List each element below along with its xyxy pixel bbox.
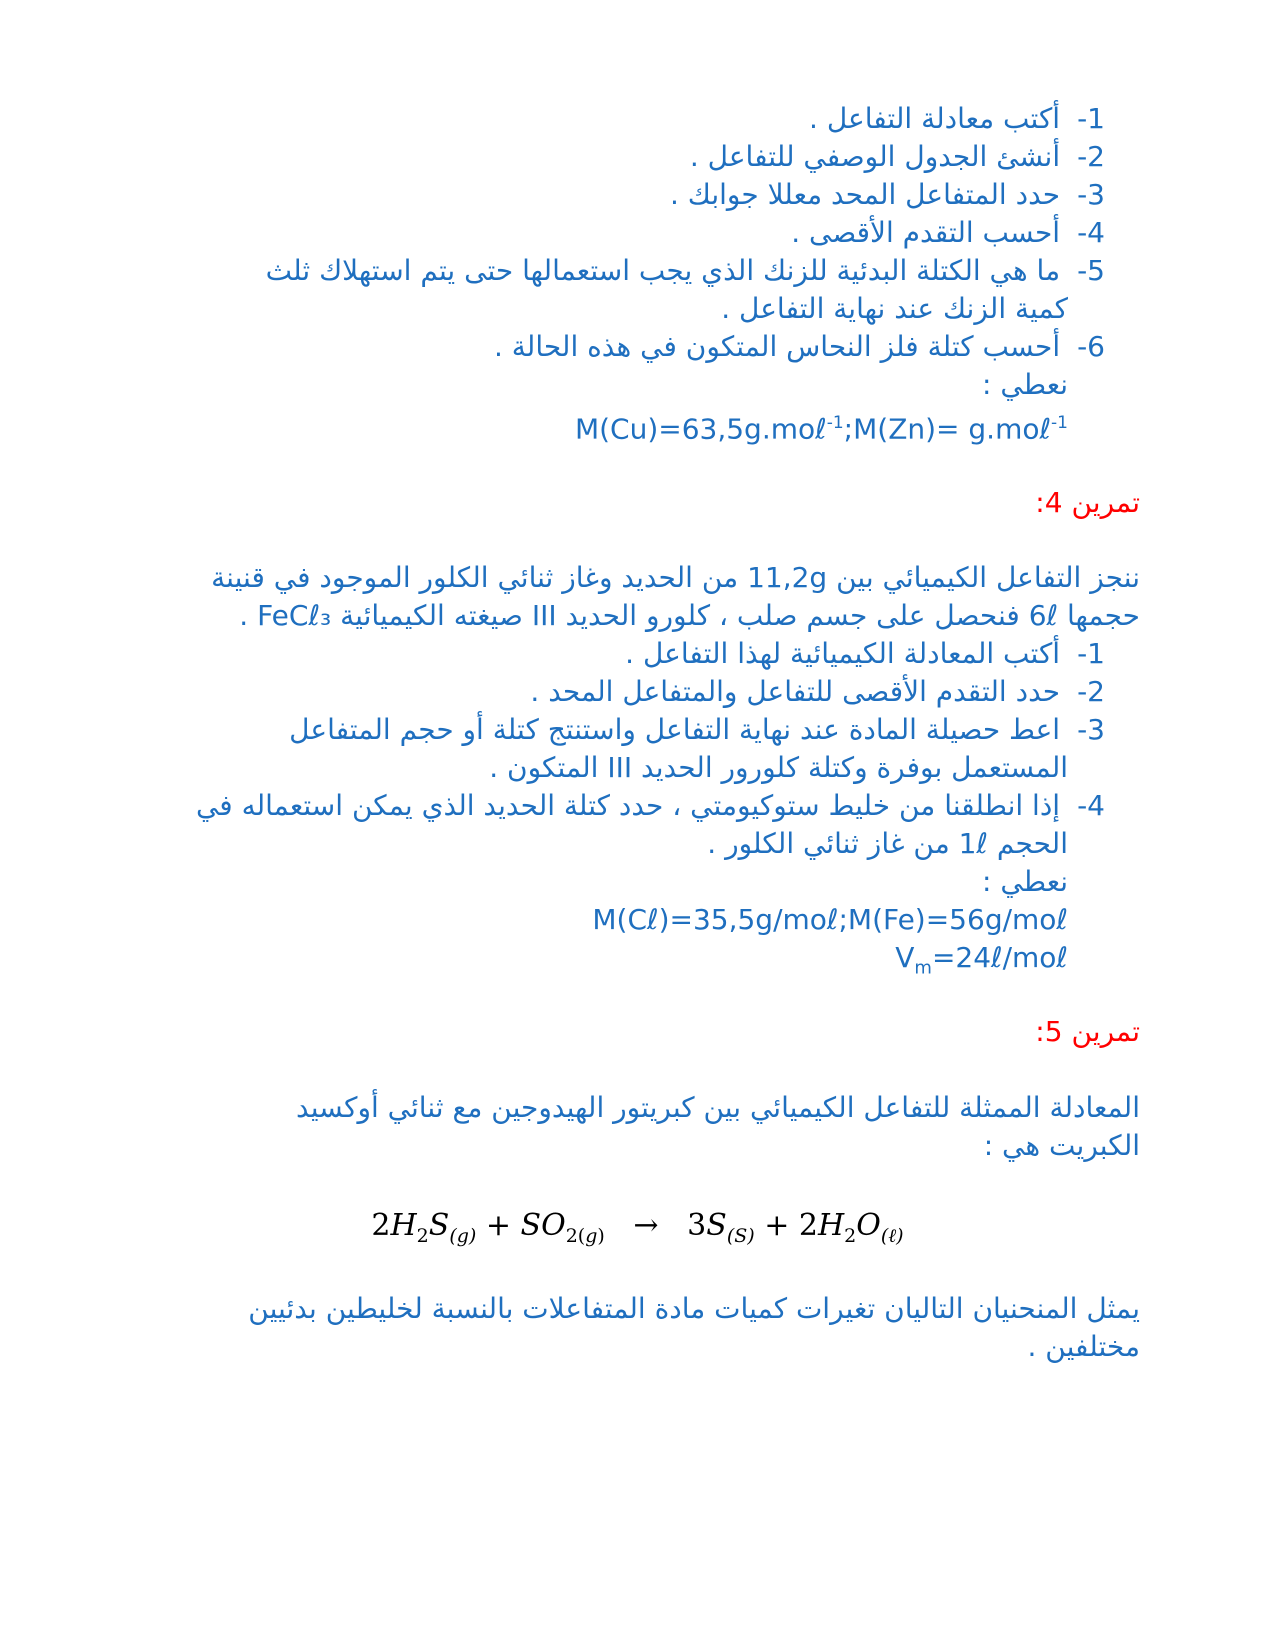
ex4-question-4: -4 إذا انطلقنا من خليط ستوكيومتي ، حدد كتلة الحديد الذي يمكن استعماله في [195,789,1105,822]
ex5-title: تمرين 5: [1035,1015,1140,1048]
ex4-question-2: -2 حدد التقدم الأقصى للتفاعل والمتفاعل المحد . [530,675,1105,708]
ex4-molar-masses: M(Cℓ)=35,5g/moℓ;M(Fe)=56g/moℓ [592,903,1068,936]
ex3-question-1: -1 أكتب معادلة التفاعل . [809,102,1105,135]
ex4-question-3-cont: المستعمل بوفرة وكتلة كلورور الحديد III المتكون . [489,751,1068,784]
ex3-question-5: -5 ما هي الكتلة البدئية للزنك الذي يجب استعمالها حتى يتم استهلاك ثلث [265,254,1105,287]
ex5-equation: $2H_2S_{(g)} + SO_{2(g)}$ → $3S_{(S)} + 2H_2O_{(\ell)}$ [371,1208,904,1247]
ex4-question-3: -3 اعط حصيلة المادة عند نهاية التفاعل واستنتج كتلة أو حجم المتفاعل [289,713,1105,746]
ex4-molar-volume: $V_m=24\ell$/moℓ [895,941,1068,979]
ex5-curves-line-1: يمثل المنحنيان التاليان تغيرات كميات مادة المتفاعلات بالنسبة لخليطين بدئيين [248,1292,1140,1325]
ex3-question-6: -6 أحسب كتلة فلز النحاس المتكون في هذه الحالة . [493,330,1105,363]
ex4-title: تمرين 4: [1035,486,1140,519]
ex3-question-5-cont: كمية الزنك عند نهاية التفاعل . [721,292,1068,325]
ex5-intro-line-1: المعادلة الممثلة للتفاعل الكيميائي بين كبريتور الهيدوجين مع ثنائي أوكسيد [296,1091,1140,1124]
ex4-given-label: نعطي : [982,865,1068,898]
ex3-question-2: -2 أنشئ الجدول الوصفي للتفاعل . [689,140,1105,173]
ex5-curves-line-2: مختلفين . [1027,1330,1140,1363]
ex4-question-4-cont: الحجم 1ℓ من غاز ثنائي الكلور . [707,827,1068,860]
ex4-intro-line-2: حجمها 6ℓ فنحصل على جسم صلب ، كلورو الحديد III صيغته الكيميائية FeCℓ₃ . [239,599,1140,632]
ex3-given-label: نعطي : [982,368,1068,401]
ex3-molar-masses: M(Cu)=63,5g.moℓ$^{-1}$;M(Zn)= g.moℓ$^{-1}$ [574,412,1068,446]
ex5-intro-line-2: الكبريت هي : [983,1129,1140,1162]
ex4-intro-line-1: ننجز التفاعل الكيميائي بين 11,2g من الحديد وغاز ثنائي الكلور الموجود في قنينة [211,561,1140,594]
ex3-question-3: -3 حدد المتفاعل المحد معللا جوابك . [669,178,1105,211]
ex4-question-1: -1 أكتب المعادلة الكيميائية لهذا التفاعل . [625,637,1105,670]
ex3-question-4: -4 أحسب التقدم الأقصى . [791,216,1105,249]
